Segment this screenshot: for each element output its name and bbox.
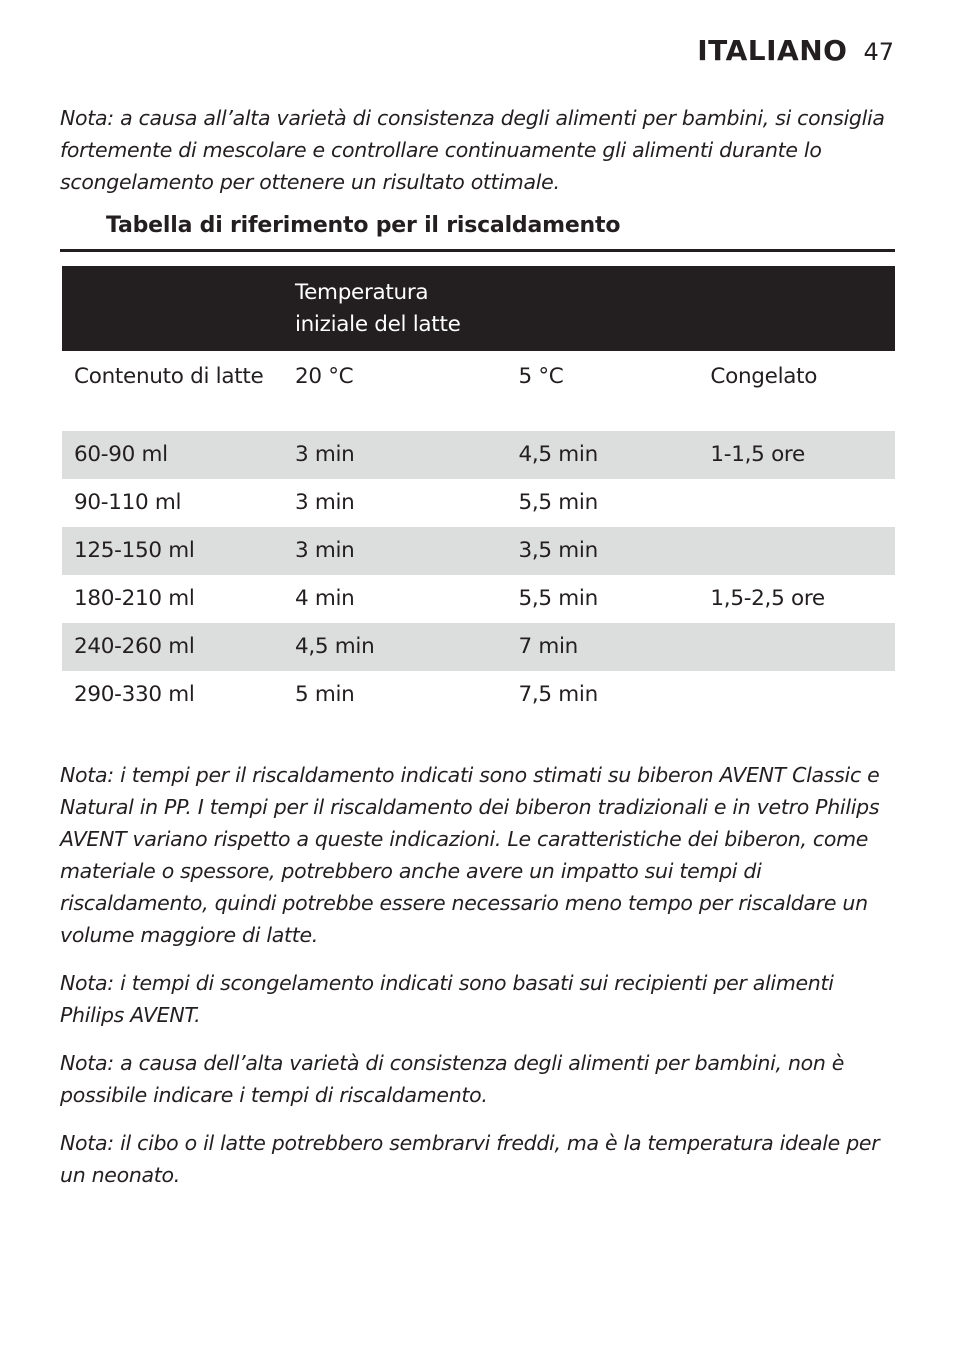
note-temperature: Nota: il cibo o il latte potrebbero sembrarvi freddi, ma è la temperatura ideale per un neonato. bbox=[60, 1131, 880, 1187]
note-heating-times: Nota: i tempi per il riscaldamento indicati sono stimati su biberon AVENT Classic e Natural in PP. I tempi per il riscaldamento dei biberon tradizionali e in vetro Philips AVENT variano rispetto a queste indicazioni. Le caratteristiche dei biberon, come materiale o spessore, potrebbero anche avere un impatto sui tempi di riscaldamento, quindi potrebbe essere necessario meno tempo per riscaldare un volume maggiore di latte. bbox=[60, 763, 880, 947]
table-row bbox=[62, 431, 895, 479]
table-cell: 60-90 ml bbox=[62, 431, 283, 479]
table-cell: 4 min bbox=[294, 586, 355, 611]
note-defrost-times: Nota: i tempi di scongelamento indicati sono basati sui recipienti per alimenti Philips AVENT. bbox=[60, 971, 834, 1027]
table-cell: 240-260 ml bbox=[62, 623, 283, 671]
table-cell: 5,5 min bbox=[518, 586, 598, 611]
table-row bbox=[62, 671, 895, 719]
table-row bbox=[62, 527, 895, 575]
table-cell: 125-150 ml bbox=[62, 527, 283, 575]
table-cell: 180-210 ml bbox=[74, 586, 195, 611]
table-row bbox=[62, 575, 895, 623]
table-header-cell bbox=[62, 266, 283, 351]
page-number: 47 bbox=[863, 38, 894, 66]
note-intro: Nota: a causa all’alta varietà di consistenza degli alimenti per bambini, si consiglia fortemente di mescolare e controllare continuamente gli alimenti durante lo scongelamento per ottenere un risultato ottimale. bbox=[60, 106, 885, 194]
table-cell: 1-1,5 ore bbox=[698, 431, 895, 479]
table-cell: 7,5 min bbox=[518, 682, 598, 707]
title-divider bbox=[60, 249, 895, 252]
note-baby-food: Nota: a causa dell’alta varietà di consistenza degli alimenti per bambini, non è possibile indicare i tempi di riscaldamento. bbox=[60, 1051, 845, 1107]
table-row bbox=[62, 623, 895, 671]
table-cell: 3 min bbox=[294, 490, 355, 515]
table-subheader-row bbox=[62, 351, 895, 431]
table-title: Tabella di riferimento per il riscaldamento bbox=[106, 213, 621, 238]
table-header-cell: Temperatura iniziale del latte bbox=[283, 266, 507, 351]
table-header-cell bbox=[506, 266, 698, 351]
table-cell: 4,5 min bbox=[506, 431, 698, 479]
table-cell: 3 min bbox=[283, 527, 507, 575]
table-cell: 3,5 min bbox=[506, 527, 698, 575]
table-row bbox=[62, 479, 895, 527]
table-cell bbox=[698, 623, 895, 671]
table-cell bbox=[698, 479, 895, 527]
table-cell: 290-330 ml bbox=[74, 682, 195, 707]
table-cell: Congelato bbox=[710, 364, 818, 389]
table-cell: 5 °C bbox=[518, 364, 564, 389]
table-cell: 5,5 min bbox=[518, 490, 598, 515]
heating-reference-table bbox=[62, 266, 895, 719]
table-cell: Contenuto di latte bbox=[74, 364, 264, 389]
table-cell bbox=[698, 671, 895, 719]
table-header-cell bbox=[698, 266, 895, 351]
table-cell: 3 min bbox=[283, 431, 507, 479]
language-label: ITALIANO bbox=[697, 34, 848, 67]
table-cell: 20 °C bbox=[294, 364, 354, 389]
table-header-row bbox=[62, 266, 895, 351]
table-cell: 4,5 min bbox=[283, 623, 507, 671]
table-cell: 7 min bbox=[506, 623, 698, 671]
table-cell bbox=[698, 527, 895, 575]
page-header bbox=[697, 34, 894, 67]
table-cell: 90-110 ml bbox=[74, 490, 182, 515]
table-cell: 5 min bbox=[294, 682, 355, 707]
table-cell: 1,5-2,5 ore bbox=[710, 586, 825, 611]
